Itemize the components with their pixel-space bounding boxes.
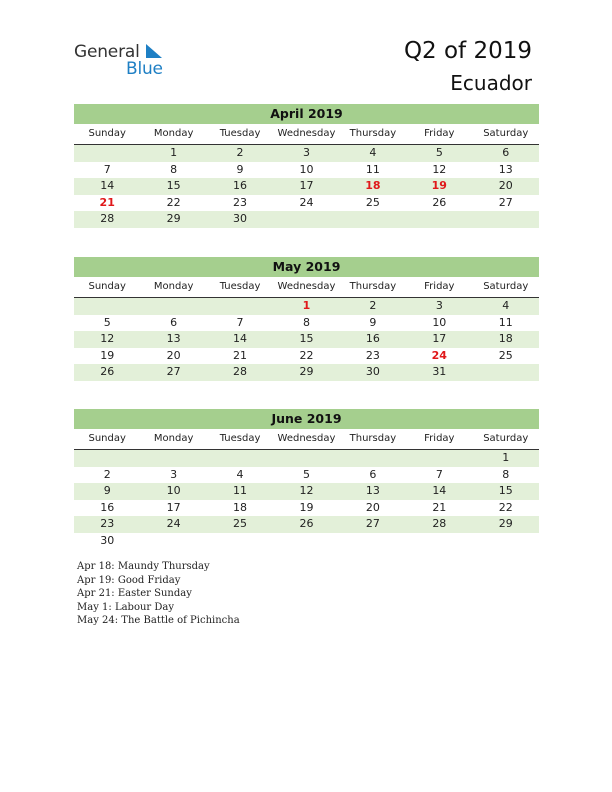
week-row <box>74 500 539 517</box>
day-cell: 30 <box>233 212 248 225</box>
weekday-label: Sunday <box>88 128 126 139</box>
day-cell: 3 <box>435 299 443 312</box>
day-cell: 10 <box>166 484 181 497</box>
day-cell: 25 <box>233 517 248 530</box>
day-cell: 24 <box>431 348 447 362</box>
day-cell: 20 <box>498 179 513 192</box>
day-cell: 5 <box>302 467 310 481</box>
week-row <box>74 178 539 195</box>
day-cell <box>340 211 406 228</box>
week-row <box>74 298 539 315</box>
day-cell: 8 <box>502 467 510 481</box>
weekday-label: Sunday <box>88 433 126 444</box>
day-cell: 21 <box>99 195 115 209</box>
weekday-header-row <box>74 124 539 145</box>
week-row <box>74 516 539 533</box>
day-cell <box>406 533 472 550</box>
weekday-label: Sunday <box>88 281 126 292</box>
day-cell: 12 <box>432 162 447 176</box>
day-cell: 27 <box>365 517 380 530</box>
day-cell: 4 <box>236 467 244 481</box>
weekday-label: Wednesday <box>277 433 336 444</box>
day-cell <box>406 211 472 228</box>
day-cell <box>207 533 273 550</box>
weekday-label: Wednesday <box>277 281 336 292</box>
day-cell: 15 <box>166 179 181 192</box>
day-cell: 9 <box>236 162 244 176</box>
day-cell: 9 <box>103 484 111 497</box>
day-cell: 1 <box>170 146 178 159</box>
day-cell: 9 <box>369 315 377 329</box>
week-row <box>74 533 539 550</box>
day-cell: 13 <box>166 332 181 345</box>
day-cell: 22 <box>498 500 513 514</box>
day-cell: 3 <box>170 467 178 481</box>
month-title: June 2019 <box>74 409 539 429</box>
day-cell: 21 <box>233 348 248 362</box>
day-cell: 1 <box>502 451 510 464</box>
day-cell: 28 <box>233 365 248 378</box>
day-cell: 15 <box>299 332 314 345</box>
weekday-label: Monday <box>153 128 194 139</box>
week-row <box>74 348 539 365</box>
week-row <box>74 195 539 212</box>
day-cell <box>140 298 206 315</box>
day-cell: 6 <box>170 315 178 329</box>
day-cell: 8 <box>170 162 178 176</box>
day-cell: 20 <box>365 500 380 514</box>
month-title: April 2019 <box>74 104 539 124</box>
day-cell: 19 <box>431 179 447 192</box>
logo-general-text: General <box>74 42 140 62</box>
day-cell <box>273 450 339 467</box>
weekday-label: Wednesday <box>277 128 336 139</box>
day-cell <box>340 450 406 467</box>
day-cell: 27 <box>166 365 181 378</box>
day-cell <box>473 533 539 550</box>
day-cell: 10 <box>432 315 447 329</box>
day-cell: 7 <box>103 162 111 176</box>
weekday-label: Thursday <box>349 281 397 292</box>
day-cell: 3 <box>302 146 310 159</box>
day-cell: 2 <box>236 146 244 159</box>
day-cell: 28 <box>100 212 115 225</box>
weekday-label: Friday <box>424 128 455 139</box>
holiday-note: Apr 18: Maundy Thursday <box>77 561 210 572</box>
day-cell: 6 <box>502 146 510 159</box>
weekday-label: Friday <box>424 281 455 292</box>
holiday-notes <box>77 560 240 628</box>
day-cell <box>473 211 539 228</box>
day-cell: 31 <box>432 365 447 378</box>
day-cell: 4 <box>369 146 377 159</box>
day-cell: 18 <box>498 332 513 345</box>
day-cell: 26 <box>432 195 447 209</box>
holiday-note: May 24: The Battle of Pichincha <box>77 615 240 627</box>
day-cell: 22 <box>299 348 314 362</box>
day-cell: 8 <box>302 315 310 329</box>
day-cell: 23 <box>100 517 115 530</box>
day-cell <box>74 145 140 162</box>
day-cell: 10 <box>299 162 314 176</box>
holiday-note: Apr 21: Easter Sunday <box>77 588 192 600</box>
week-row <box>74 364 539 381</box>
week-row <box>74 450 539 467</box>
day-cell: 30 <box>100 533 115 547</box>
weekday-label: Friday <box>424 433 455 444</box>
day-cell: 25 <box>498 348 513 362</box>
logo-blue-text: Blue <box>126 59 163 79</box>
day-cell <box>273 533 339 550</box>
weekday-label: Thursday <box>349 433 397 444</box>
day-cell: 24 <box>299 195 314 209</box>
day-cell: 16 <box>233 179 248 192</box>
month-june <box>74 409 539 549</box>
day-cell: 12 <box>100 332 115 345</box>
day-cell: 16 <box>100 500 115 514</box>
weekday-label: Saturday <box>483 433 529 444</box>
weekday-header-row <box>74 277 539 298</box>
day-cell <box>473 364 539 381</box>
day-cell: 26 <box>100 365 115 378</box>
day-cell: 7 <box>236 315 244 329</box>
weekday-label: Saturday <box>483 128 529 139</box>
day-cell: 4 <box>502 299 510 312</box>
day-cell: 25 <box>365 195 380 209</box>
day-cell: 15 <box>498 484 513 497</box>
day-cell: 1 <box>302 299 311 312</box>
day-cell: 5 <box>435 146 443 159</box>
day-cell <box>207 298 273 315</box>
logo-triangle-icon <box>142 44 164 60</box>
day-cell <box>74 450 140 467</box>
day-cell: 24 <box>166 517 181 530</box>
day-cell: 18 <box>233 500 248 514</box>
day-cell: 13 <box>498 162 513 176</box>
week-row <box>74 483 539 500</box>
day-cell: 17 <box>432 332 447 345</box>
day-cell: 29 <box>166 212 181 225</box>
day-cell: 16 <box>365 332 380 345</box>
day-cell: 21 <box>432 500 447 514</box>
day-cell: 2 <box>103 467 111 481</box>
week-row <box>74 162 539 179</box>
weekday-label: Saturday <box>483 281 529 292</box>
day-cell <box>74 298 140 315</box>
day-cell: 11 <box>233 484 248 497</box>
day-cell <box>340 533 406 550</box>
day-cell <box>140 450 206 467</box>
day-cell: 2 <box>369 299 377 312</box>
weekday-label: Tuesday <box>219 128 261 139</box>
day-cell <box>207 450 273 467</box>
day-cell: 23 <box>233 195 248 209</box>
week-row <box>74 315 539 332</box>
day-cell: 29 <box>498 517 513 530</box>
day-cell <box>140 533 206 550</box>
holiday-note: May 1: Labour Day <box>77 601 174 613</box>
day-cell: 28 <box>432 517 447 530</box>
day-cell: 12 <box>299 484 314 497</box>
day-cell: 22 <box>166 195 181 209</box>
day-cell: 19 <box>100 348 115 362</box>
day-cell: 20 <box>166 348 181 362</box>
day-cell: 29 <box>299 365 314 378</box>
day-cell: 14 <box>432 484 447 497</box>
week-row <box>74 211 539 228</box>
weekday-label: Tuesday <box>219 281 261 292</box>
day-cell <box>406 450 472 467</box>
weekday-label: Monday <box>153 281 194 292</box>
week-row <box>74 145 539 162</box>
month-title: May 2019 <box>74 257 539 277</box>
month-april <box>74 104 539 228</box>
weekday-label: Thursday <box>349 128 397 139</box>
holiday-note: Apr 19: Good Friday <box>77 574 181 586</box>
day-cell: 5 <box>103 315 111 329</box>
month-may <box>74 257 539 381</box>
day-cell: 11 <box>498 315 513 329</box>
day-cell: 14 <box>233 332 248 345</box>
day-cell: 17 <box>299 179 314 192</box>
day-cell: 17 <box>166 500 181 514</box>
page-title: Q2 of 2019 <box>403 38 532 64</box>
day-cell: 19 <box>299 500 314 514</box>
day-cell: 27 <box>498 195 513 209</box>
day-cell: 6 <box>369 467 377 481</box>
generalblue-logo <box>74 42 184 82</box>
weekday-label: Tuesday <box>219 433 261 444</box>
day-cell: 13 <box>365 484 380 497</box>
week-row <box>74 331 539 348</box>
weekday-header-row <box>74 429 539 450</box>
day-cell: 7 <box>435 467 443 481</box>
week-row <box>74 467 539 484</box>
day-cell: 18 <box>365 179 381 192</box>
day-cell <box>273 211 339 228</box>
weekday-label: Monday <box>153 433 194 444</box>
day-cell: 30 <box>365 365 380 378</box>
country-name: Ecuador <box>450 71 532 95</box>
day-cell: 14 <box>100 179 115 192</box>
day-cell: 23 <box>365 348 380 362</box>
day-cell: 26 <box>299 517 314 530</box>
day-cell: 11 <box>365 162 380 176</box>
